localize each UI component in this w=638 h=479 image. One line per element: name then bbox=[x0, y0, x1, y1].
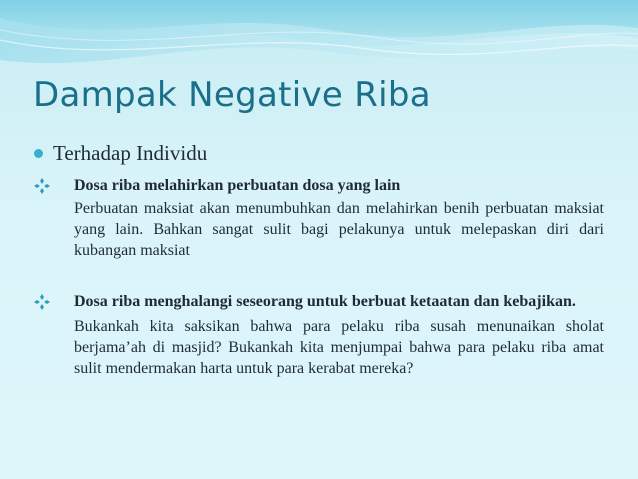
circle-bullet-icon bbox=[34, 149, 43, 158]
item-body: Perbuatan maksiat akan menumbuhkan dan melahirkan benih perbuatan maksiat yang lain. Bahkan sangat sulit bagi pelakunya untuk melepaskan diri dari kubangan maksiat bbox=[74, 200, 604, 259]
item-heading: Dosa riba melahirkan perbuatan dosa yang lain bbox=[74, 177, 401, 194]
bullet-terhadap-individu bbox=[34, 141, 207, 166]
bullet-label: Terhadap Individu bbox=[53, 141, 208, 165]
four-diamond-bullet-icon bbox=[34, 294, 50, 310]
decorative-wave-band bbox=[0, 0, 638, 80]
four-diamond-bullet-icon bbox=[34, 178, 50, 194]
list-item-2 bbox=[34, 292, 604, 379]
item-body: Bukankah kita saksikan bahwa para pelaku riba susah menunaikan sholat berjama’ah di masjid? Bukankah kita menjumpai bahwa para pelaku riba amat sulit mendermakan harta untuk para kerabat mereka? bbox=[74, 318, 604, 377]
list-item-1 bbox=[34, 176, 604, 261]
item-heading: Dosa riba menghalangi seseorang untuk berbuat ketaatan dan kebajikan. bbox=[74, 293, 576, 310]
slide-title: Dampak Negative Riba bbox=[33, 75, 431, 115]
